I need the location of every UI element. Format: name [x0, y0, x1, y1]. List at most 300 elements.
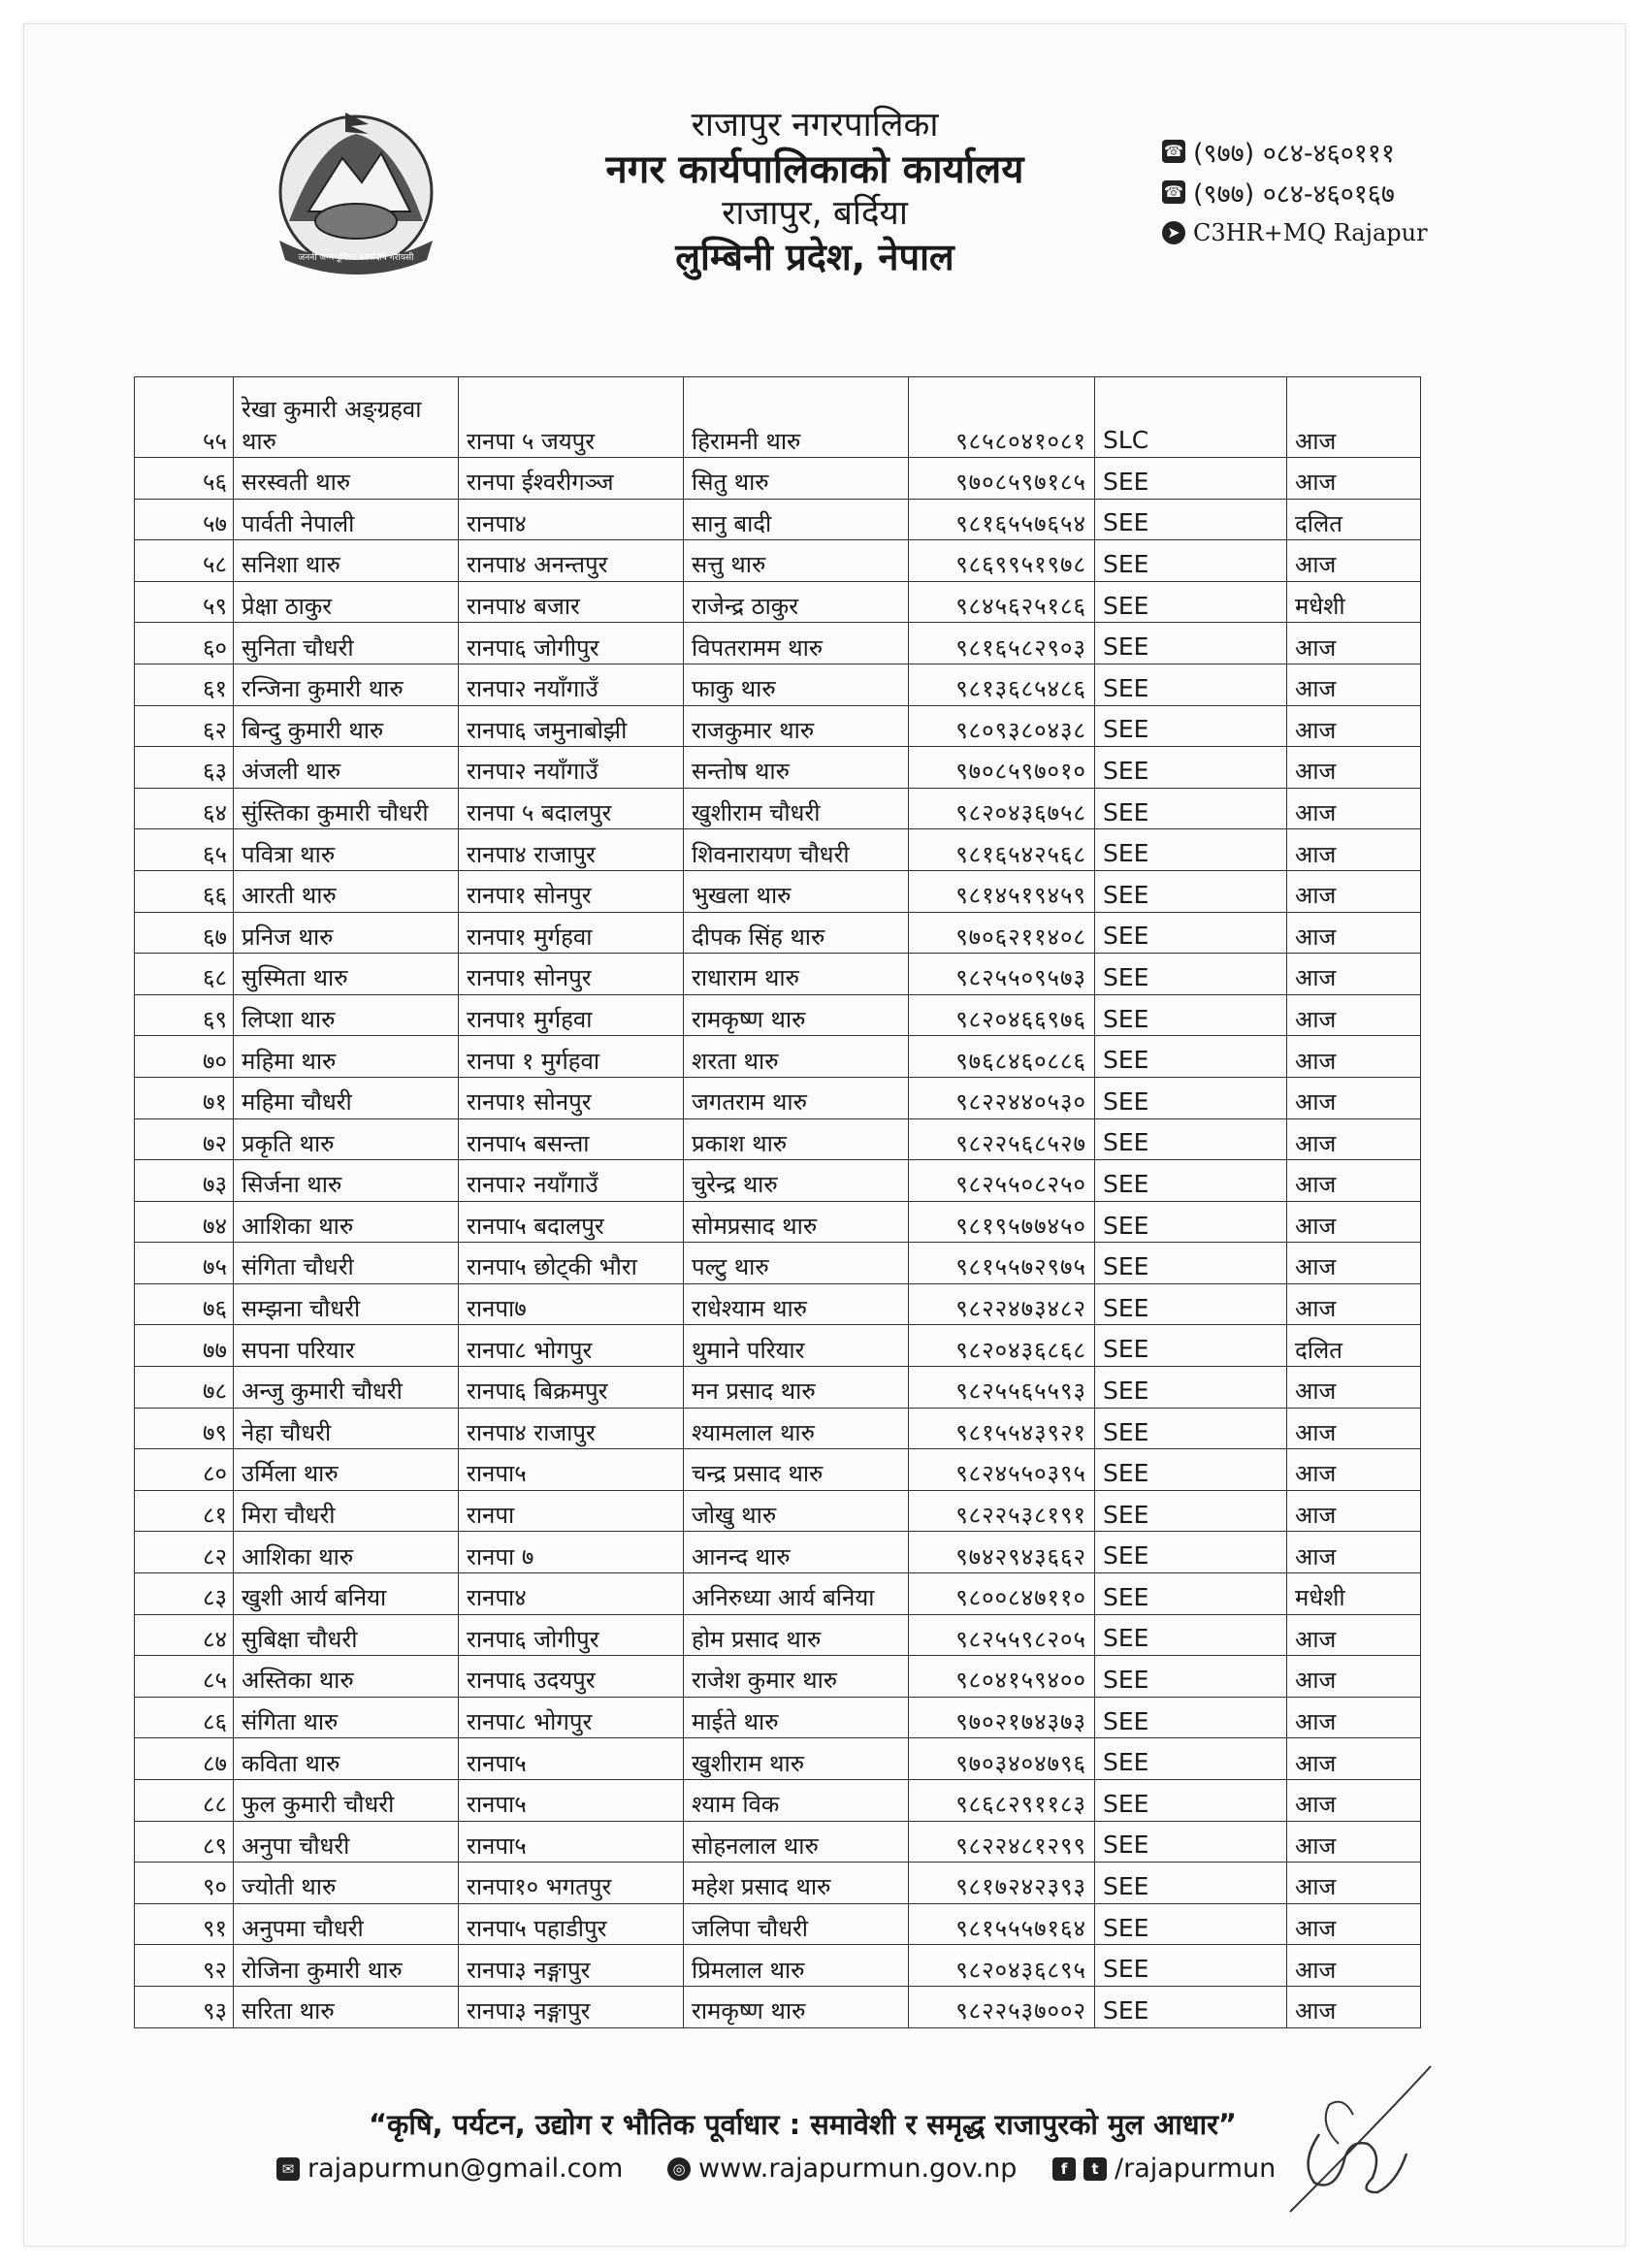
contact-phone-2: ☎ (९७७) ०८४-४६०१६७ — [1162, 172, 1428, 212]
facebook-icon: f — [1052, 2157, 1076, 2181]
candidate-address: रानपा४ अनन्तपुर — [459, 540, 684, 582]
category: आज — [1287, 1821, 1421, 1863]
education-level: SEE — [1095, 458, 1287, 500]
serial-number: ७० — [135, 1036, 234, 1078]
phone-number: ९८०४१५९४०० — [909, 1656, 1095, 1698]
phone-number: ९८२५५९८२०५ — [909, 1614, 1095, 1656]
candidate-address: रानपा१० भगतपुर — [459, 1863, 684, 1904]
education-level: SEE — [1095, 1243, 1287, 1284]
candidate-address: रानपा१ सोनपुर — [459, 870, 684, 912]
serial-number: ७९ — [135, 1408, 234, 1449]
guardian-name: रामकृष्ण थारु — [684, 994, 909, 1036]
table-row — [135, 870, 1421, 912]
candidate-address: रानपा५ — [459, 1821, 684, 1863]
education-level: SEE — [1095, 1986, 1287, 2027]
candidate-name: बिन्दु कुमारी थारु — [234, 705, 459, 747]
candidate-name: सरिता थारु — [234, 1986, 459, 2027]
candidate-address: रानपा३ नङ्गापुर — [459, 1945, 684, 1987]
candidate-address: रानपा६ जमुनाबोझी — [459, 705, 684, 747]
serial-number: ६९ — [135, 994, 234, 1036]
education-level: SEE — [1095, 1036, 1287, 1078]
education-level: SEE — [1095, 1077, 1287, 1118]
contact-plus-code: ➤ C3HR+MQ Rajapur — [1162, 212, 1428, 253]
education-level: SEE — [1095, 1573, 1287, 1615]
candidate-name: प्रेक्षा ठाकुर — [234, 581, 459, 623]
serial-number: ८८ — [135, 1780, 234, 1822]
candidate-address: रानपा४ बजार — [459, 581, 684, 623]
candidate-address: रानपा५ बसन्ता — [459, 1118, 684, 1160]
education-level: SEE — [1095, 1614, 1287, 1656]
serial-number: ८३ — [135, 1573, 234, 1615]
category: दलित — [1287, 1325, 1421, 1367]
guardian-name: प्रकाश थारु — [684, 1118, 909, 1160]
candidate-address: रानपा ७ — [459, 1532, 684, 1573]
candidate-name: अनुपा चौधरी — [234, 1821, 459, 1863]
candidate-address: रानपा५ बदालपुर — [459, 1201, 684, 1243]
contact-block — [1162, 131, 1428, 253]
category: आज — [1287, 1367, 1421, 1409]
nepal-emblem-logo — [250, 105, 462, 275]
category: आज — [1287, 377, 1421, 458]
category: आज — [1287, 623, 1421, 664]
category: आज — [1287, 1449, 1421, 1491]
education-level: SLC — [1095, 377, 1287, 458]
category: आज — [1287, 1656, 1421, 1698]
phone-number: ९८२२५६८५२७ — [909, 1118, 1095, 1160]
guardian-name: जगतराम थारु — [684, 1077, 909, 1118]
guardian-name: जलिपा चौधरी — [684, 1903, 909, 1945]
serial-number: ६१ — [135, 664, 234, 705]
table-row — [135, 1367, 1421, 1409]
handwritten-signature — [1261, 2047, 1445, 2231]
guardian-name: शिवनारायण चौधरी — [684, 829, 909, 871]
table-row — [135, 664, 1421, 705]
candidate-name: पार्वती नेपाली — [234, 499, 459, 540]
guardian-name: राधाराम थारु — [684, 954, 909, 995]
candidate-name: महिमा थारु — [234, 1036, 459, 1078]
guardian-name: आनन्द थारु — [684, 1532, 909, 1573]
phone-number: ९८०९३८०४३८ — [909, 705, 1095, 747]
serial-number: ५९ — [135, 581, 234, 623]
education-level: SEE — [1095, 788, 1287, 829]
serial-number: ८७ — [135, 1738, 234, 1780]
guardian-name: रामकृष्ण थारु — [684, 1986, 909, 2027]
candidate-name: आशिका थारु — [234, 1201, 459, 1243]
slogan: “कृषि, पर्यटन, उद्योग र भौतिक पूर्वाधार : समावेशी र समृद्ध राजापुरको मुल आधार” — [369, 2108, 1237, 2141]
candidate-address: रानपा६ बिक्रमपुर — [459, 1367, 684, 1409]
contact-phone-1: ☎ (९७७) ०८४-४६०१११ — [1162, 131, 1428, 172]
office-name: नगर कार्यपालिकाको कार्यालय — [605, 146, 1024, 192]
guardian-name: श्यामलाल थारु — [684, 1408, 909, 1449]
education-level: SEE — [1095, 829, 1287, 871]
candidate-name: प्रकृति थारु — [234, 1118, 459, 1160]
table-row — [135, 1945, 1421, 1987]
guardian-name: पल्टु थारु — [684, 1243, 909, 1284]
table-row — [135, 499, 1421, 540]
serial-number: ८० — [135, 1449, 234, 1491]
serial-number: ८१ — [135, 1490, 234, 1532]
serial-number: ६२ — [135, 705, 234, 747]
table-row — [135, 954, 1421, 995]
table-row — [135, 1408, 1421, 1449]
municipality-name: राजापुर नगरपालिका — [691, 106, 939, 145]
candidate-name: पवित्रा थारु — [234, 829, 459, 871]
table-row — [135, 1573, 1421, 1615]
candidate-address: रानपा३ नङ्गापुर — [459, 1986, 684, 2027]
education-level: SEE — [1095, 664, 1287, 705]
category: आज — [1287, 994, 1421, 1036]
education-level: SEE — [1095, 1697, 1287, 1738]
category: आज — [1287, 1036, 1421, 1078]
phone-number: ९८००८४७११० — [909, 1573, 1095, 1615]
serial-number: ६३ — [135, 747, 234, 789]
candidate-name: प्रनिज थारु — [234, 912, 459, 954]
candidate-name: अन्जु कुमारी चौधरी — [234, 1367, 459, 1409]
table-row — [135, 1325, 1421, 1367]
guardian-name: हिरामनी थारु — [684, 377, 909, 458]
serial-number: ५६ — [135, 458, 234, 500]
candidate-name: सुंस्तिका कुमारी चौधरी — [234, 788, 459, 829]
candidate-name: उर्मिला थारु — [234, 1449, 459, 1491]
guardian-name: सानु बादी — [684, 499, 909, 540]
table-row — [135, 1283, 1421, 1325]
serial-number: ७२ — [135, 1118, 234, 1160]
footer-website: ◎ www.rajapurmun.gov.np — [667, 2154, 1017, 2184]
phone-number: ९८२२५३८१९१ — [909, 1490, 1095, 1532]
category: आज — [1287, 1614, 1421, 1656]
education-level: SEE — [1095, 1656, 1287, 1698]
category: आज — [1287, 788, 1421, 829]
table-row — [135, 1036, 1421, 1078]
candidate-address: रानपा१ मुर्गहवा — [459, 994, 684, 1036]
education-level: SEE — [1095, 623, 1287, 664]
table-row — [135, 1490, 1421, 1532]
candidate-name: सुस्मिता थारु — [234, 954, 459, 995]
education-level: SEE — [1095, 870, 1287, 912]
candidate-name: लिप्शा थारु — [234, 994, 459, 1036]
serial-number: ६७ — [135, 912, 234, 954]
phone-number: ९८१६५५७६५४ — [909, 499, 1095, 540]
guardian-name: खुशीराम चौधरी — [684, 788, 909, 829]
table-row — [135, 581, 1421, 623]
guardian-name: श्याम विक — [684, 1780, 909, 1822]
serial-number: ७६ — [135, 1283, 234, 1325]
phone-number: ९८१९५७७४५० — [909, 1201, 1095, 1243]
education-level: SEE — [1095, 1367, 1287, 1409]
guardian-name: चन्द्र प्रसाद थारु — [684, 1449, 909, 1491]
candidate-address: रानपा४ — [459, 1573, 684, 1615]
guardian-name: फाकु थारु — [684, 664, 909, 705]
phone-number: ९८१६५८२९०३ — [909, 623, 1095, 664]
category: आज — [1287, 1118, 1421, 1160]
education-level: SEE — [1095, 1408, 1287, 1449]
guardian-name: थुमाने परियार — [684, 1325, 909, 1367]
table-row — [135, 377, 1421, 458]
education-level: SEE — [1095, 747, 1287, 789]
category: आज — [1287, 912, 1421, 954]
phone-number: ९७०८५९७१८५ — [909, 458, 1095, 500]
office-header — [543, 105, 1086, 280]
category: आज — [1287, 1986, 1421, 2027]
candidate-address: रानपा ईश्वरीगञ्ज — [459, 458, 684, 500]
guardian-name: राजेन्द्र ठाकुर — [684, 581, 909, 623]
phone-icon: ☎ — [1162, 180, 1185, 204]
category: मधेशी — [1287, 1573, 1421, 1615]
table-row — [135, 1243, 1421, 1284]
candidate-name: फुल कुमारी चौधरी — [234, 1780, 459, 1822]
phone-number: ९८१५५७२९७५ — [909, 1243, 1095, 1284]
serial-number: ८२ — [135, 1532, 234, 1573]
phone-number: ९८१७२४२३९३ — [909, 1863, 1095, 1904]
serial-number: ८६ — [135, 1697, 234, 1738]
phone-number: ९७०८५९७०१० — [909, 747, 1095, 789]
candidate-address: रानपा४ — [459, 499, 684, 540]
guardian-name: राधेश्याम थारु — [684, 1283, 909, 1325]
category: आज — [1287, 1408, 1421, 1449]
candidate-address: रानपा७ — [459, 1283, 684, 1325]
serial-number: ६५ — [135, 829, 234, 871]
candidate-name: सनिशा थारु — [234, 540, 459, 582]
category: आज — [1287, 1738, 1421, 1780]
serial-number: ९२ — [135, 1945, 234, 1987]
phone-number: ९८२०४३६८६८ — [909, 1325, 1095, 1367]
candidate-name: कविता थारु — [234, 1738, 459, 1780]
guardian-name: चुरेन्द्र थारु — [684, 1160, 909, 1202]
serial-number: ९१ — [135, 1903, 234, 1945]
candidate-address: रानपा ५ जयपुर — [459, 377, 684, 458]
category: आज — [1287, 829, 1421, 871]
phone-number: ९८२०४६६९७६ — [909, 994, 1095, 1036]
province-name: लुम्बिनी प्रदेश, नेपाल — [675, 236, 954, 279]
table-row — [135, 705, 1421, 747]
serial-number: ७८ — [135, 1367, 234, 1409]
footer-social: f t /rajapurmun — [1052, 2154, 1276, 2184]
serial-number: ६६ — [135, 870, 234, 912]
guardian-name: खुशीराम थारु — [684, 1738, 909, 1780]
guardian-name: प्रिमलाल थारु — [684, 1945, 909, 1987]
category: आज — [1287, 1697, 1421, 1738]
guardian-name: सोमप्रसाद थारु — [684, 1201, 909, 1243]
compass-icon: ➤ — [1162, 221, 1185, 244]
candidate-name: अनुपमा चौधरी — [234, 1903, 459, 1945]
svg-text:जननी जन्मभूमिश्च स्वर्गादपि गर: जननी जन्मभूमिश्च स्वर्गादपि गरीयसी — [298, 253, 414, 263]
guardian-name: सन्तोष थारु — [684, 747, 909, 789]
email-icon: ✉ — [276, 2157, 300, 2181]
serial-number: ८४ — [135, 1614, 234, 1656]
candidate-address: रानपा १ मुर्गहवा — [459, 1036, 684, 1078]
serial-number: ६० — [135, 623, 234, 664]
guardian-name: राजेश कुमार थारु — [684, 1656, 909, 1698]
candidate-name: सुबिक्षा चौधरी — [234, 1614, 459, 1656]
serial-number: ७४ — [135, 1201, 234, 1243]
candidate-name: रन्जिना कुमारी थारु — [234, 664, 459, 705]
phone-number: ९८६९९५१९७८ — [909, 540, 1095, 582]
serial-number: ६८ — [135, 954, 234, 995]
phone-icon: ☎ — [1162, 140, 1185, 163]
education-level: SEE — [1095, 1738, 1287, 1780]
candidate-address: रानपा५ — [459, 1449, 684, 1491]
category: आज — [1287, 705, 1421, 747]
candidate-name: आशिका थारु — [234, 1532, 459, 1573]
phone-number: ९७०६२११४०८ — [909, 912, 1095, 954]
phone-number: ९८२५५०९५७३ — [909, 954, 1095, 995]
candidate-address: रानपा५ पहाडीपुर — [459, 1903, 684, 1945]
serial-number: ९३ — [135, 1986, 234, 2027]
guardian-name: मन प्रसाद थारु — [684, 1367, 909, 1409]
category: आज — [1287, 1160, 1421, 1202]
education-level: SEE — [1095, 1821, 1287, 1863]
guardian-name: सितु थारु — [684, 458, 909, 500]
footer-email: ✉ rajapurmun@gmail.com — [276, 2154, 623, 2184]
category: आज — [1287, 1532, 1421, 1573]
twitter-icon: t — [1083, 2157, 1107, 2181]
candidate-name: सुनिता चौधरी — [234, 623, 459, 664]
education-level: SEE — [1095, 581, 1287, 623]
candidate-name: सपना परियार — [234, 1325, 459, 1367]
category: आज — [1287, 747, 1421, 789]
candidate-address: रानपा६ जोगीपुर — [459, 623, 684, 664]
candidate-name: सिर्जना थारु — [234, 1160, 459, 1202]
table-row — [135, 1780, 1421, 1822]
table-row — [135, 1201, 1421, 1243]
education-level: SEE — [1095, 1945, 1287, 1987]
candidate-name: मिरा चौधरी — [234, 1490, 459, 1532]
education-level: SEE — [1095, 705, 1287, 747]
guardian-name: विपतरामम थारु — [684, 623, 909, 664]
table-row — [135, 1614, 1421, 1656]
phone-number: ९८२५५०८२५० — [909, 1160, 1095, 1202]
table-row — [135, 1863, 1421, 1904]
candidate-address: रानपा५ — [459, 1780, 684, 1822]
serial-number: ५५ — [135, 377, 234, 458]
phone-number: ९८२२५३७००२ — [909, 1986, 1095, 2027]
candidate-name: सरस्वती थारु — [234, 458, 459, 500]
candidate-name: महिमा चौधरी — [234, 1077, 459, 1118]
table-row — [135, 540, 1421, 582]
guardian-name: दीपक सिंह थारु — [684, 912, 909, 954]
phone-number: ९७०२१७४३७३ — [909, 1697, 1095, 1738]
candidate-address: रानपा — [459, 1490, 684, 1532]
category: आज — [1287, 1490, 1421, 1532]
phone-number: ९८२४५५०३९५ — [909, 1449, 1095, 1491]
education-level: SEE — [1095, 1201, 1287, 1243]
candidate-address: रानपा४ राजापुर — [459, 829, 684, 871]
candidate-address: रानपा ५ बदालपुर — [459, 788, 684, 829]
table-row — [135, 788, 1421, 829]
phone-number: ९८६८२९११८३ — [909, 1780, 1095, 1822]
table-row — [135, 1821, 1421, 1863]
serial-number: ८५ — [135, 1656, 234, 1698]
table-row — [135, 912, 1421, 954]
phone-number: ९७४२९४३६६२ — [909, 1532, 1095, 1573]
education-level: SEE — [1095, 994, 1287, 1036]
table-row — [135, 1077, 1421, 1118]
candidate-address: रानपा८ भोगपुर — [459, 1325, 684, 1367]
category: आज — [1287, 540, 1421, 582]
education-level: SEE — [1095, 1863, 1287, 1904]
table-row — [135, 1738, 1421, 1780]
candidate-address: रानपा८ भोगपुर — [459, 1697, 684, 1738]
serial-number: ७५ — [135, 1243, 234, 1284]
serial-number: ६४ — [135, 788, 234, 829]
candidate-address: रानपा१ सोनपुर — [459, 954, 684, 995]
candidate-name: आरती थारु — [234, 870, 459, 912]
category: आज — [1287, 1863, 1421, 1904]
serial-number: ७७ — [135, 1325, 234, 1367]
serial-number: ९० — [135, 1863, 234, 1904]
phone-number: ९७०३४०४७९६ — [909, 1738, 1095, 1780]
serial-number: ७३ — [135, 1160, 234, 1202]
guardian-name: अनिरुध्या आर्य बनिया — [684, 1573, 909, 1615]
phone-number: ९८२२४४०५३० — [909, 1077, 1095, 1118]
table-row — [135, 1449, 1421, 1491]
category: आज — [1287, 1903, 1421, 1945]
category: आज — [1287, 870, 1421, 912]
candidate-name: संगिता चौधरी — [234, 1243, 459, 1284]
category: आज — [1287, 1780, 1421, 1822]
candidate-name: रेखा कुमारी अङ्ग्रहवा थारु — [234, 377, 459, 458]
candidate-address: रानपा१ सोनपुर — [459, 1077, 684, 1118]
table-row — [135, 1697, 1421, 1738]
phone-number: ९८२०४३६८९५ — [909, 1945, 1095, 1987]
category: आज — [1287, 1077, 1421, 1118]
education-level: SEE — [1095, 954, 1287, 995]
phone-number: ९८१५५५७१६४ — [909, 1903, 1095, 1945]
phone-number: ९८१५५४३९२१ — [909, 1408, 1095, 1449]
candidate-name: रोजिना कुमारी थारु — [234, 1945, 459, 1987]
guardian-name: सत्तु थारु — [684, 540, 909, 582]
candidate-address: रानपा६ जोगीपुर — [459, 1614, 684, 1656]
phone-number: ९७६८४६०८८६ — [909, 1036, 1095, 1078]
candidate-address: रानपा२ नयाँगाउँ — [459, 747, 684, 789]
table-row — [135, 994, 1421, 1036]
candidate-name: अंजली थारु — [234, 747, 459, 789]
table-row — [135, 1532, 1421, 1573]
category: आज — [1287, 1945, 1421, 1987]
category: आज — [1287, 1201, 1421, 1243]
candidate-address: रानपा२ नयाँगाउँ — [459, 664, 684, 705]
serial-number: ७१ — [135, 1077, 234, 1118]
category: आज — [1287, 458, 1421, 500]
table-row — [135, 623, 1421, 664]
candidate-name: खुशी आर्य बनिया — [234, 1573, 459, 1615]
table-row — [135, 1986, 1421, 2027]
candidate-address: रानपा५ — [459, 1738, 684, 1780]
phone-number: ९८१३६८५४८६ — [909, 664, 1095, 705]
education-level: SEE — [1095, 1490, 1287, 1532]
serial-number: ८९ — [135, 1821, 234, 1863]
category: आज — [1287, 1283, 1421, 1325]
phone-number: ९८१४५१९४५९ — [909, 870, 1095, 912]
guardian-name: जोखु थारु — [684, 1490, 909, 1532]
education-level: SEE — [1095, 1532, 1287, 1573]
guardian-name: महेश प्रसाद थारु — [684, 1863, 909, 1904]
category: आज — [1287, 954, 1421, 995]
phone-number: ९८२५५६५५९३ — [909, 1367, 1095, 1409]
table-row — [135, 1903, 1421, 1945]
phone-number: ९८२२४७३४८२ — [909, 1283, 1095, 1325]
table-row — [135, 1118, 1421, 1160]
guardian-name: भुखला थारु — [684, 870, 909, 912]
phone-number: ९८२२४८१२९९ — [909, 1821, 1095, 1863]
table-row — [135, 1656, 1421, 1698]
globe-icon: ◎ — [667, 2157, 691, 2181]
candidate-name: अस्तिका थारु — [234, 1656, 459, 1698]
candidate-name: सम्झना चौधरी — [234, 1283, 459, 1325]
education-level: SEE — [1095, 1118, 1287, 1160]
guardian-name: राजकुमार थारु — [684, 705, 909, 747]
education-level: SEE — [1095, 540, 1287, 582]
